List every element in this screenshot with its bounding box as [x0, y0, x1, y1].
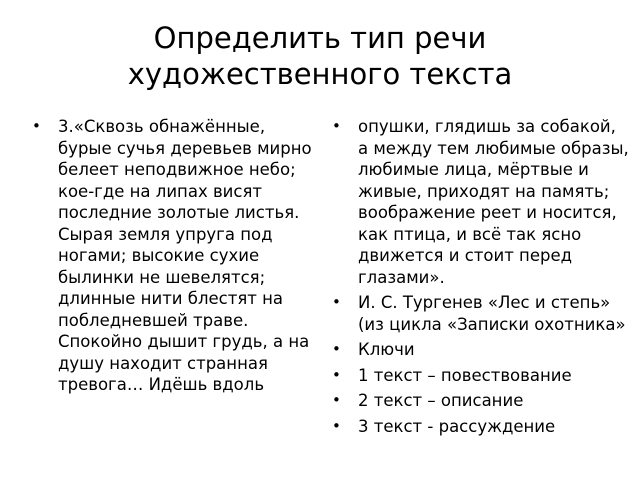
list-item: [330, 416, 630, 438]
list-item-text: 3 текст - рассуждение: [358, 416, 556, 436]
left-text-column: [30, 116, 320, 400]
list-item: [30, 116, 320, 396]
list-item-text: 3.«Сквозь обнажённые, бурые сучья деревьев мирно белеет неподвижное небо; кое-где на липах висят последние золотые листья. Сырая земля упруга под ногами; высокие сухие былинки не шевелятся; длинные нити блестят на побледневшей траве. Спокойно дышит грудь, а на душу находит странная тревога… Идёшь вдоль: [58, 117, 312, 394]
bullet-icon: •: [332, 117, 341, 135]
bullet-icon: •: [332, 416, 341, 435]
list-item: [330, 390, 630, 412]
right-text-column: [330, 116, 630, 441]
bullet-icon: •: [332, 293, 341, 311]
list-item-text: 2 текст – описание: [358, 391, 524, 410]
slide-title-line-2: художественного текста: [127, 57, 513, 91]
bullet-icon: •: [332, 391, 341, 409]
slide-title-line-1: Определить тип речи: [153, 21, 487, 55]
list-item: [330, 116, 630, 288]
list-item-text: Ключи: [358, 340, 415, 359]
list-item-text: 1 текст – повествование: [358, 365, 572, 385]
bullet-icon: •: [332, 340, 341, 358]
slide-title: [0, 20, 640, 92]
bullet-icon: •: [32, 117, 41, 135]
bullet-icon: •: [332, 365, 341, 384]
list-item: [330, 292, 630, 335]
list-item: [330, 365, 630, 387]
list-item: [330, 339, 630, 361]
list-item-text: опушки, глядишь за собакой, а между тем любимые образы, любимые лица, мёртвые и живые, приходят на память; воображение реет и носится, как птица, и всё так ясно движется и стоит перед глазами».: [358, 117, 629, 287]
list-item-text: И. С. Тургенев «Лес и степь» (из цикла «Записки охотника»: [358, 293, 626, 334]
